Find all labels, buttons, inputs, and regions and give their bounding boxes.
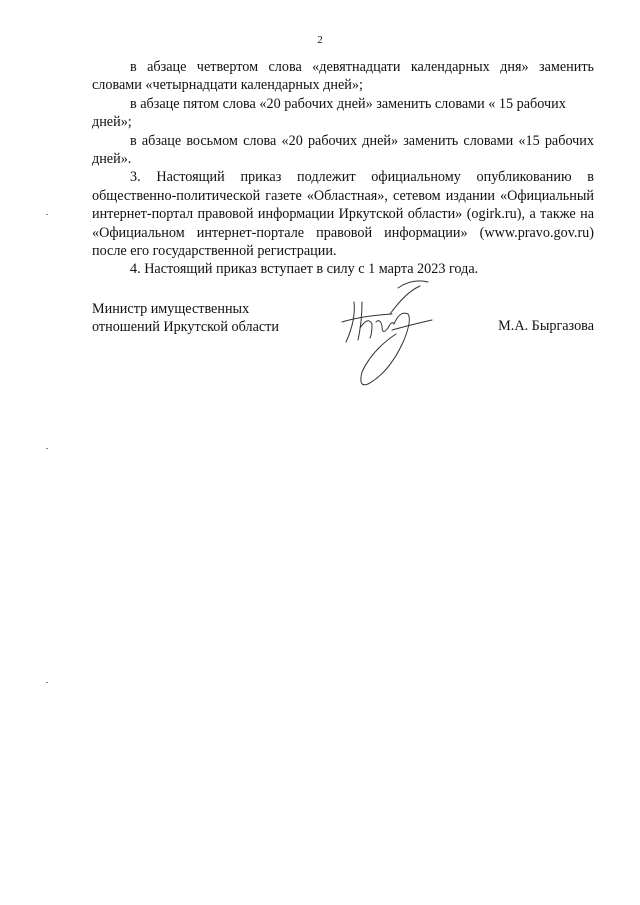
scan-margin-mark (46, 448, 48, 449)
handwritten-signature (332, 280, 442, 390)
paragraph-amendment-4: в абзаце четвертом слова «девятнадцати календарных дня» заменить словами «четырнадцати календарных дней»; (92, 59, 594, 94)
paragraph-amendment-5: в абзаце пятом слова «20 рабочих дней» заменить словами « 15 рабочих дней»; (92, 95, 566, 131)
page-number: 2 (317, 34, 323, 46)
scan-margin-mark (46, 214, 48, 215)
signature-block (92, 300, 594, 410)
signer-title (92, 300, 279, 337)
paragraph-item-4: 4. Настоящий приказ вступает в силу с 1 марта 2023 года. (130, 261, 479, 278)
signer-title-line-1: Министр имущественных (92, 301, 250, 317)
document-body (92, 58, 594, 279)
scan-margin-mark (46, 682, 48, 683)
paragraph-item-3: 3. Настоящий приказ подлежит официальному опубликованию в общественно-политической газете «Областная», сетевом издании «Официальный интернет-портал правовой информации Иркутской области» (ogirk.ru), а также на «Официальном интернет-портале правовой информации» (www.pravo.gov.ru) после его государственной регистрации. (92, 169, 594, 260)
signer-name: М.А. Быргазова (498, 318, 594, 334)
paragraph-amendment-8: в абзаце восьмом слова «20 рабочих дней» заменить словами «15 рабочих дней». (92, 132, 594, 168)
signer-title-line-2: отношений Иркутской области (92, 319, 279, 336)
